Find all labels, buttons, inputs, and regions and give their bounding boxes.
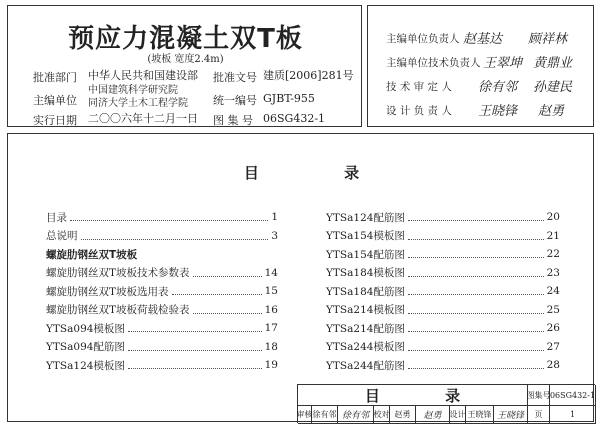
- toc-entry[interactable]: [46, 229, 278, 243]
- dot-leader: [172, 287, 262, 295]
- toc-entry-page: 15: [264, 285, 278, 297]
- field-value: 06SG432-1: [263, 112, 326, 125]
- toc-entry-page: 19: [264, 359, 278, 371]
- toc-entry-page: 14: [264, 266, 278, 279]
- responsible-panel: [367, 5, 594, 127]
- title-block-title: 目 录: [298, 385, 528, 406]
- field-value: 二〇〇六年十二月一日: [88, 112, 198, 125]
- field-value: 建质[2006]281号: [263, 69, 354, 82]
- dot-leader: [408, 361, 544, 369]
- field-value: 中国建筑科学研究院: [88, 85, 178, 96]
- toc-entry-title: 螺旋肋钢丝双T坡板: [46, 248, 138, 261]
- toc-entry[interactable]: [46, 247, 278, 261]
- toc-entry-page: 24: [546, 285, 560, 297]
- toc-entry-page: 26: [546, 322, 560, 334]
- role-label: 主编单位负责人: [386, 33, 460, 45]
- dot-leader: [128, 343, 262, 351]
- toc-entry-page: 20: [546, 211, 560, 223]
- toc-entry[interactable]: [326, 266, 560, 280]
- toc-entry-title: YTSa094模板图: [46, 322, 125, 335]
- field-label: 实行日期: [33, 114, 77, 127]
- toc-entry[interactable]: [46, 321, 278, 335]
- dot-leader: [408, 324, 544, 332]
- field-label: 图 集 号: [213, 114, 253, 127]
- field-value: 中华人民共和国建设部: [88, 69, 198, 82]
- dot-leader: [70, 213, 268, 221]
- toc-entry-title: YTSa154配筋图: [326, 248, 405, 261]
- field-label: 批准部门: [33, 71, 77, 84]
- dot-leader: [408, 343, 544, 351]
- toc-entry-page: 1: [271, 211, 278, 223]
- header-panel: [7, 5, 362, 127]
- checker-signature: 赵勇: [416, 406, 450, 424]
- dot-leader: [193, 269, 262, 277]
- toc-entry-title: 螺旋肋钢丝双T坡板选用表: [46, 285, 169, 298]
- toc-entry-title: 螺旋肋钢丝双T坡板荷载检验表: [46, 304, 190, 316]
- toc-entry[interactable]: [326, 340, 560, 354]
- toc-entry-page: 23: [546, 266, 560, 279]
- toc-entry[interactable]: [46, 284, 278, 298]
- toc-entry-page: 22: [546, 248, 560, 260]
- toc-entry[interactable]: [46, 266, 278, 280]
- toc-entry-title: YTSa214配筋图: [326, 322, 405, 335]
- toc-entry[interactable]: [326, 303, 560, 317]
- toc-entry-page: 27: [546, 340, 560, 353]
- role-label: 主编单位技术负责人: [386, 57, 481, 69]
- page-number: 1: [550, 406, 596, 424]
- field-label: 批准文号: [213, 71, 257, 84]
- field-value: GJBT-955: [263, 92, 315, 105]
- toc-entry[interactable]: [326, 358, 560, 372]
- toc-entry-title: YTSa184配筋图: [326, 285, 405, 298]
- toc-entry-title: YTSa244模板图: [326, 341, 405, 353]
- toc-entry-title: 螺旋肋钢丝双T坡板技术参数表: [46, 267, 190, 279]
- toc-entry-page: 25: [546, 303, 560, 316]
- signature: 王翠坤: [483, 56, 523, 71]
- toc-entry[interactable]: [46, 303, 278, 317]
- signature: 孙建民: [533, 80, 573, 95]
- dot-leader: [408, 269, 544, 277]
- field-label: 主编单位: [33, 94, 77, 107]
- signature: 徐有邻: [478, 80, 518, 95]
- dot-leader: [408, 213, 544, 221]
- field-label: 统一编号: [213, 94, 257, 107]
- toc-entry[interactable]: [46, 358, 278, 372]
- review-label: 审核: [298, 406, 312, 424]
- dot-leader: [128, 361, 262, 369]
- toc-entry-title: YTSa124模板图: [46, 359, 125, 372]
- toc-entry-title: YTSa214模板图: [326, 304, 405, 316]
- toc-entry[interactable]: [326, 321, 560, 335]
- reviewer-signature: 徐有邻: [338, 406, 374, 424]
- toc-entry[interactable]: [46, 210, 278, 224]
- toc-entry-page: 3: [271, 229, 278, 242]
- signature: 顾祥林: [528, 32, 568, 47]
- dot-leader: [408, 232, 544, 240]
- toc-entry-title: YTSa094配筋图: [46, 341, 125, 353]
- toc-entry-page: 16: [264, 303, 278, 316]
- reviewer-name: 徐有邻: [312, 406, 338, 424]
- toc-entry-page: 21: [546, 229, 560, 242]
- dot-leader: [193, 306, 262, 314]
- signature: 赵勇: [538, 104, 565, 119]
- dot-leader: [408, 250, 544, 258]
- signature: 赵基达: [463, 32, 503, 47]
- toc-entry[interactable]: [326, 284, 560, 298]
- signature: 黄鼎业: [533, 56, 573, 71]
- toc-entry-title: 总说明: [46, 230, 78, 242]
- checker-name: 赵勇: [390, 406, 416, 424]
- dot-leader: [81, 232, 269, 240]
- toc-entry[interactable]: [46, 340, 278, 354]
- toc-entry-title: 目录: [46, 211, 67, 224]
- dot-leader: [408, 287, 544, 295]
- field-value: 同济大学土木工程学院: [88, 98, 188, 109]
- dot-leader: [408, 306, 544, 314]
- atlas-label: 图集号: [528, 385, 550, 406]
- toc-entry-title: YTSa184模板图: [326, 267, 405, 279]
- toc-entry[interactable]: [326, 229, 560, 243]
- document-title: 预应力混凝土双T板: [68, 24, 303, 54]
- toc-entry-title: YTSa154模板图: [326, 230, 405, 242]
- signature: 王晓锋: [478, 104, 518, 119]
- designer-name: 王晓锋: [466, 406, 494, 424]
- toc-entry-title: YTSa124配筋图: [326, 211, 405, 224]
- document-subtitle: (坡板 宽度2.4m): [147, 54, 224, 65]
- toc-panel: [7, 133, 594, 422]
- toc-entry-title: YTSa244配筋图: [326, 359, 405, 372]
- toc-title: 目 录: [243, 164, 400, 182]
- design-label: 设计: [450, 406, 466, 424]
- role-label: 设 计 负 责 人: [386, 105, 452, 117]
- page-label: 页: [528, 406, 550, 424]
- toc-entry-page: 28: [546, 359, 560, 371]
- dot-leader: [128, 324, 262, 332]
- atlas-number: 06SG432-1: [550, 385, 596, 406]
- role-label: 技 术 审 定 人: [386, 81, 452, 93]
- designer-signature: 王晓锋: [494, 406, 528, 424]
- toc-entry-page: 18: [264, 340, 278, 353]
- toc-entry-page: 17: [264, 322, 278, 334]
- toc-entry[interactable]: [326, 247, 560, 261]
- title-block: [297, 384, 595, 423]
- toc-entry[interactable]: [326, 210, 560, 224]
- check-label: 校对: [374, 406, 390, 424]
